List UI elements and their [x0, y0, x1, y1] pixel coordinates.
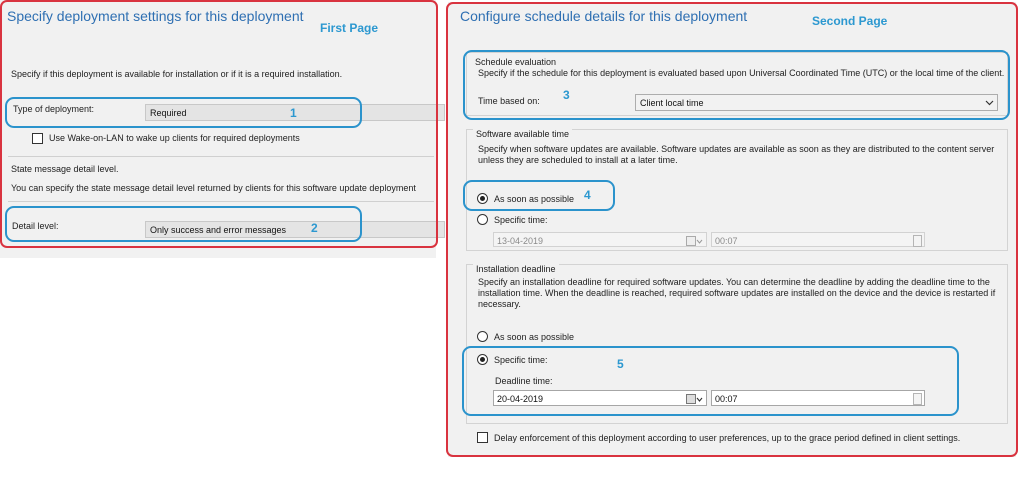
state-message-description: You can specify the state message detail level returned by clients for this software update deployment	[11, 183, 416, 193]
deadline-date-value: 20-04-2019	[497, 394, 544, 404]
deadline-time-label: Deadline time:	[495, 376, 553, 386]
software-available-time-heading: Software available time	[473, 129, 572, 139]
callout-number-4: 4	[584, 188, 591, 202]
detail-level-label: Detail level:	[12, 221, 59, 231]
second-page-title: Configure schedule details for this deployment	[460, 8, 748, 24]
callout-number-1: 1	[290, 106, 297, 120]
callout-number-5: 5	[617, 357, 624, 371]
state-message-heading: State message detail level.	[11, 164, 119, 174]
first-page-label: First Page	[320, 21, 379, 35]
detail-level-value: Only success and error messages	[150, 225, 287, 235]
schedule-evaluation-description: Specify if the schedule for this deployment is evaluated based upon Universal Coordinated Time (UTC) or the local time of the client.	[478, 68, 1005, 78]
available-time-value: 00:07	[715, 236, 738, 246]
deadline-time-value: 00:07	[715, 394, 738, 404]
type-of-deployment-value: Required	[150, 108, 187, 118]
installation-deadline-heading: Installation deadline	[473, 264, 559, 274]
second-page-frame	[446, 2, 1018, 457]
callout-number-2: 2	[311, 221, 318, 235]
available-asap-label: As soon as possible	[494, 194, 575, 204]
first-page-frame	[0, 0, 438, 248]
deadline-asap-label: As soon as possible	[494, 332, 575, 342]
deployment-intro-text: Specify if this deployment is available for installation or if it is a required installation.	[11, 69, 343, 79]
type-of-deployment-label: Type of deployment:	[13, 104, 95, 114]
second-page-label: Second Page	[812, 14, 888, 28]
first-page-title: Specify deployment settings for this deployment	[7, 8, 304, 24]
wake-on-lan-label: Use Wake-on-LAN to wake up clients for required deployments	[49, 133, 300, 143]
software-available-time-description: Specify when software updates are available. Software updates are available as soon as they are distributed to the content server unless they are scheduled to install at a later time.	[478, 144, 995, 165]
callout-number-3: 3	[563, 88, 570, 102]
deadline-specific-time-label: Specific time:	[494, 355, 548, 365]
schedule-evaluation-heading: Schedule evaluation	[475, 57, 557, 67]
delay-enforcement-label: Delay enforcement of this deployment according to user preferences, up to the grace period defined in client settings.	[494, 433, 961, 443]
available-date-value: 13-04-2019	[497, 236, 544, 246]
available-specific-time-label: Specific time:	[494, 215, 548, 225]
time-based-on-value: Client local time	[640, 98, 704, 108]
installation-deadline-description: Specify an installation deadline for required software updates. You can determine the deadline by adding the deadline time to the installation time. When the deadline is reached, required software updates are installed on the device and the device is restarted if necessary.	[478, 277, 996, 309]
time-based-on-label: Time based on:	[478, 96, 540, 106]
